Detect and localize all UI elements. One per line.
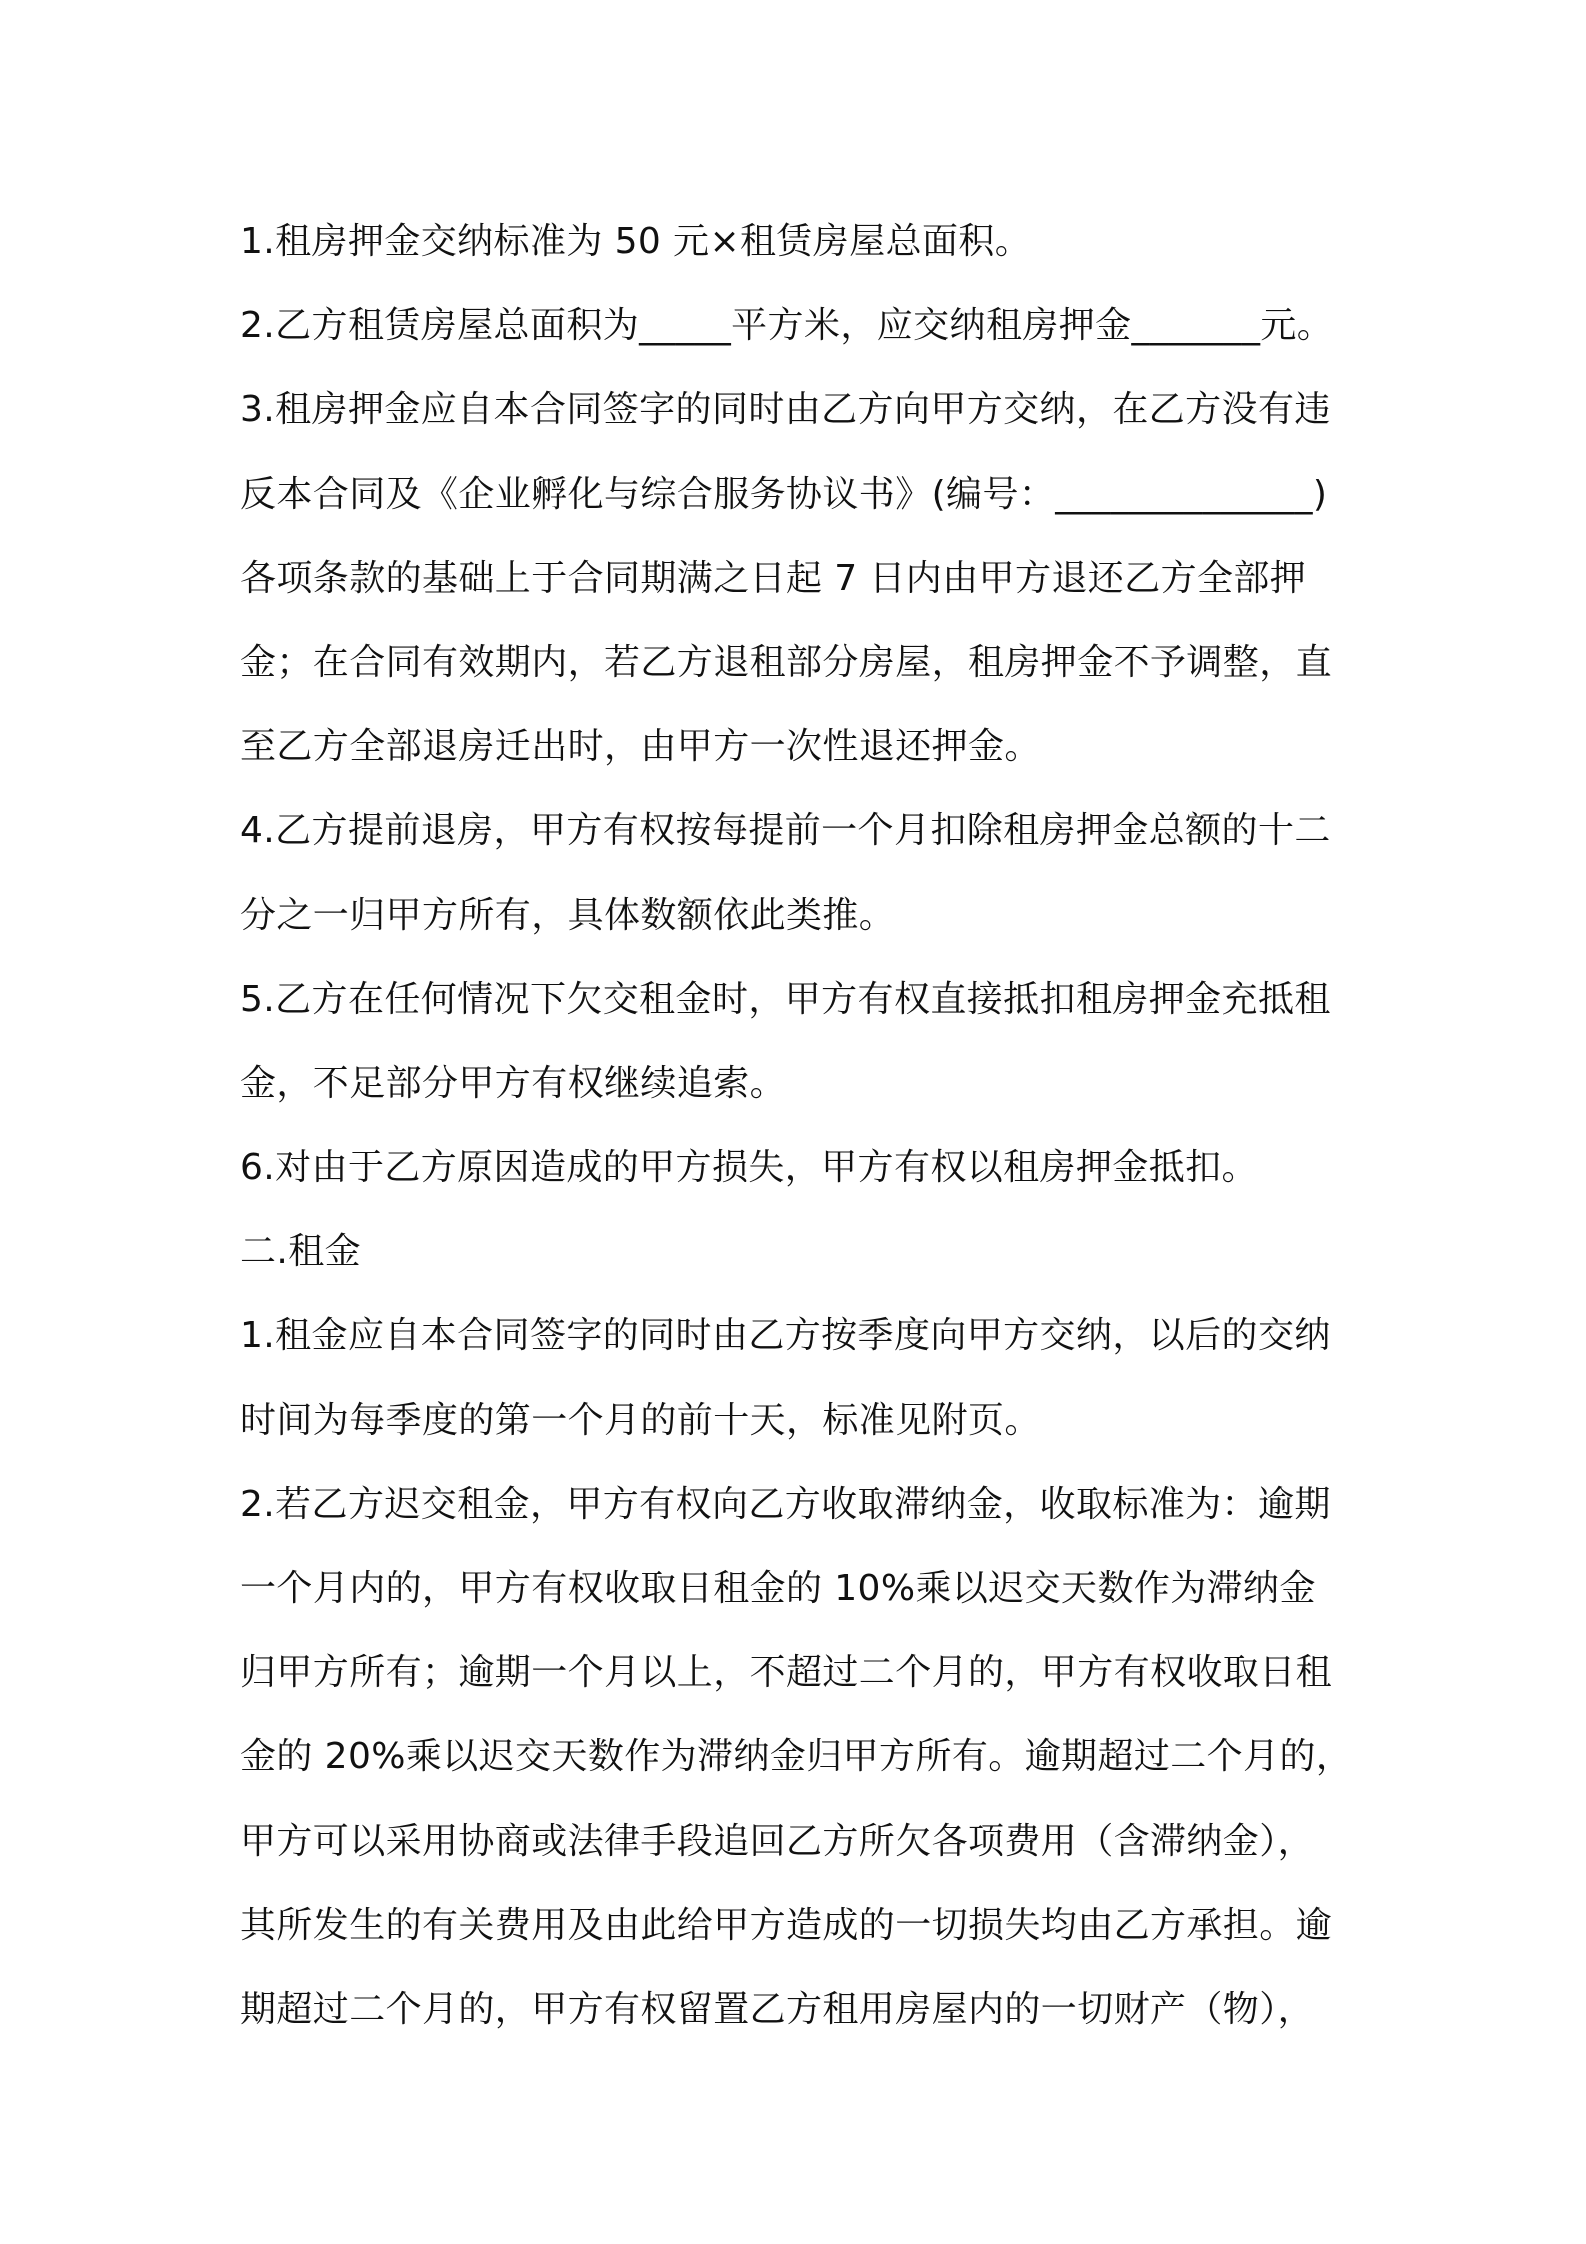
text-line: 6.对由于乙方原因造成的甲方损失，甲方有权以租房押金抵扣。 xyxy=(240,1147,1258,1189)
text-line: 各项条款的基础上于合同期满之日起 7 日内由甲方退还乙方全部押 xyxy=(240,557,1307,599)
text-line: 其所发生的有关费用及由此给甲方造成的一切损失均由乙方承担。逾 xyxy=(240,1904,1333,1946)
text-line: 4.乙方提前退房，甲方有权按每提前一个月扣除租房押金总额的十二 xyxy=(240,810,1331,852)
text-line: 1.租房押金交纳标准为 50 元×租赁房屋总面积。 xyxy=(240,221,1032,262)
text-line: 1.租金应自本合同签字的同时由乙方按季度向甲方交纳，以后的交纳 xyxy=(240,1315,1331,1357)
text-line: 2.乙方租赁房屋总面积为_____平方米，应交纳租房押金_______元。 xyxy=(240,305,1334,347)
text-line: 反本合同及《企业孵化与综合服务协议书》(编号：______________) xyxy=(240,473,1328,515)
text-line: 5.乙方在任何情况下欠交租金时，甲方有权直接抵扣租房押金充抵租 xyxy=(240,978,1331,1020)
text-line: 一个月内的，甲方有权收取日租金的 10%乘以迟交天数作为滞纳金 xyxy=(240,1568,1316,1609)
text-line: 2.若乙方迟交租金，甲方有权向乙方收取滞纳金，收取标准为：逾期 xyxy=(240,1483,1331,1525)
section-heading: 二.租金 xyxy=(240,1231,362,1273)
text-line: 3.租房押金应自本合同签字的同时由乙方向甲方交纳，在乙方没有违 xyxy=(240,389,1331,431)
text-line: 金，不足部分甲方有权继续追索。 xyxy=(240,1062,787,1104)
text-line: 金；在合同有效期内，若乙方退租部分房屋，租房押金不予调整，直 xyxy=(240,641,1333,683)
text-line: 金的 20%乘以迟交天数作为滞纳金归甲方所有。逾期超过二个月的， xyxy=(240,1736,1353,1778)
text-line: 分之一归甲方所有，具体数额依此类推。 xyxy=(240,894,896,936)
document-body xyxy=(240,200,1360,2052)
text-line: 至乙方全部退房迁出时，由甲方一次性退还押金。 xyxy=(240,726,1041,768)
text-line: 归甲方所有；逾期一个月以上，不超过二个月的，甲方有权收取日租 xyxy=(240,1652,1333,1694)
text-line: 甲方可以采用协商或法律手段追回乙方所欠各项费用（含滞纳金）， xyxy=(240,1820,1315,1862)
text-line: 时间为每季度的第一个月的前十天，标准见附页。 xyxy=(240,1399,1041,1441)
text-line: 期超过二个月的，甲方有权留置乙方租用房屋内的一切财产（物）， xyxy=(240,1988,1315,2030)
